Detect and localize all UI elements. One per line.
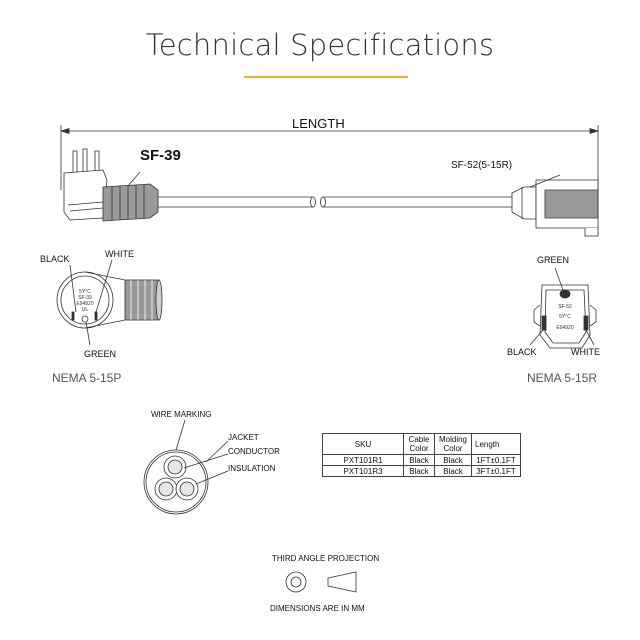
row-1-length: 1FT±0.1FT <box>472 455 521 466</box>
conductor-label: CONDUCTOR <box>228 447 280 456</box>
header-length: Length <box>472 434 521 455</box>
jacket-label: JACKET <box>228 433 259 442</box>
insulation-label: INSULATION <box>228 464 276 473</box>
plug-face-line-3: E94920 <box>76 301 94 307</box>
table-row <box>323 455 521 466</box>
receptacle-green-label: GREEN <box>537 255 570 265</box>
row-2-cable-color: Black <box>404 466 435 477</box>
row-2-length: 3FT±0.1FT <box>472 466 521 477</box>
receptacle-white-label: WHITE <box>571 347 600 357</box>
units-label: DIMENSIONS ARE IN MM <box>270 604 365 613</box>
receptacle-side-view <box>512 175 598 236</box>
plug-black-label: BLACK <box>40 254 70 264</box>
wire-marking-label: WIRE MARKING <box>151 410 212 419</box>
receptacle-face-line-1: SF-52 <box>558 304 572 310</box>
length-arrow-left <box>61 129 69 134</box>
header-cable-color: Cable Color <box>404 434 435 455</box>
receptacle-face-line-3: E94920 <box>556 325 574 331</box>
receptacle-standard-caption: NEMA 5-15R <box>527 371 598 385</box>
row-2-sku: PXT101R3 <box>323 466 404 477</box>
plug-face-line-1: 5Y°C <box>79 289 91 295</box>
plug-front-view <box>57 260 162 345</box>
plug-standard-caption: NEMA 5-15P <box>52 371 122 385</box>
receptacle-black-label: BLACK <box>507 347 537 357</box>
page-title: Technical Specifications <box>145 28 495 62</box>
receptacle-face-line-2: 5Y°C <box>559 314 571 320</box>
plug-face-line-4: UL <box>81 307 89 313</box>
connector-part-label: SF-52(5-15R) <box>451 160 513 171</box>
row-1-molding-color: Black <box>435 455 472 466</box>
row-2-molding-color: Black <box>435 466 472 477</box>
table-row <box>323 466 521 477</box>
plug-face-line-2: SF-39 <box>78 295 92 301</box>
plug-white-label: WHITE <box>105 249 134 259</box>
length-label: LENGTH <box>292 116 345 131</box>
spec-table-header-row <box>323 434 521 455</box>
projection-label: THIRD ANGLE PROJECTION <box>272 554 380 563</box>
row-1-cable-color: Black <box>404 455 435 466</box>
length-arrow-right <box>590 129 598 134</box>
plug-green-label: GREEN <box>84 349 117 359</box>
plug-part-label: SF-39 <box>140 147 181 164</box>
spec-table <box>322 433 521 477</box>
row-1-sku: PXT101R1 <box>323 455 404 466</box>
cable-cross-section <box>144 420 228 514</box>
projection-symbol <box>286 572 356 592</box>
header-sku: SKU <box>323 434 404 455</box>
header-molding-color: Molding Color <box>435 434 472 455</box>
